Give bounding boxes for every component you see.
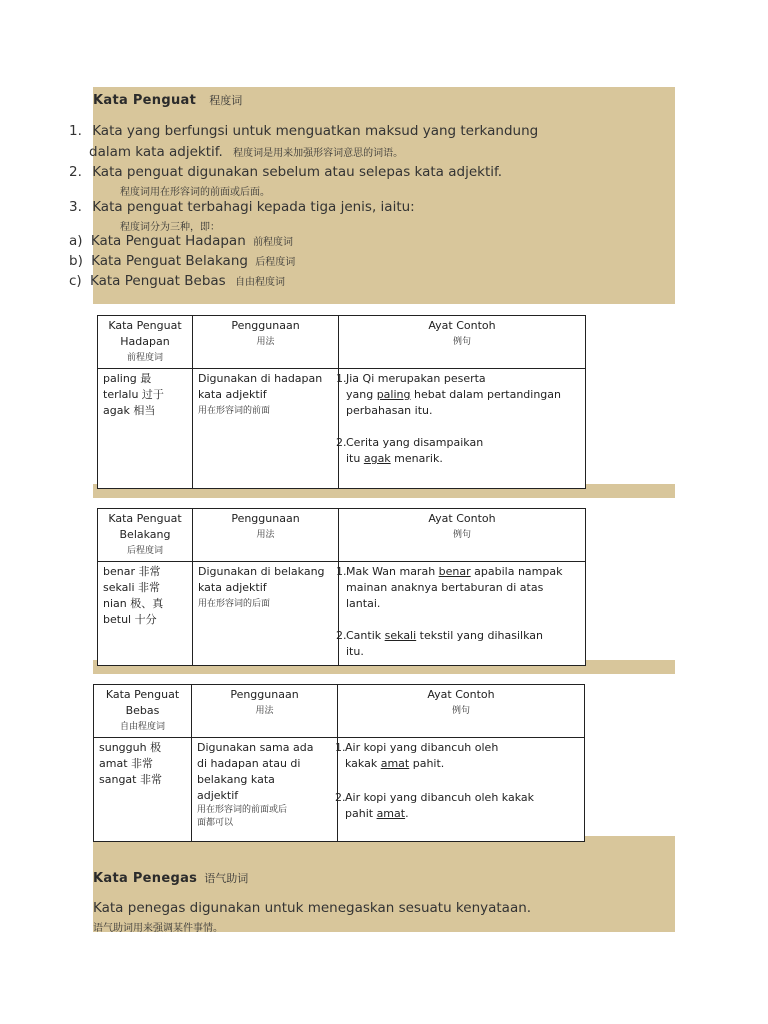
table-row	[94, 738, 585, 842]
underlined-word: sekali	[384, 629, 417, 642]
underlined-word: paling	[376, 388, 411, 401]
header-example: Ayat Contoh 例句	[338, 685, 585, 738]
use-cell: Digunakan di belakang kata adjektif 用在形容词的后面	[193, 562, 339, 666]
underlined-word: agak	[363, 452, 391, 465]
table-penguat-hadapan	[97, 315, 586, 489]
point-3-zh: 程度词分为三种，即：	[120, 222, 220, 233]
table-penguat-bebas	[93, 684, 585, 842]
section-title-zh: 语气助词	[204, 872, 249, 885]
underlined-word: amat	[376, 807, 406, 820]
point-1-continued: dalam kata adjektif. 程度词是用来加强形容词意思的词语。	[89, 144, 404, 160]
section-title-zh: 程度词	[209, 94, 243, 107]
header-type: Kata Penguat Belakang 后程度词	[98, 509, 193, 562]
point-1: 1. Kata yang berfungsi untuk menguatkan maksud yang terkandung	[69, 123, 539, 139]
header-type: Kata Penguat Bebas 自由程度词	[94, 685, 192, 738]
table-penguat-belakang	[97, 508, 586, 666]
type-c: c) Kata Penguat Bebas 自由程度词	[69, 273, 285, 289]
section-title-text: Kata Penegas	[93, 871, 198, 886]
header-use: Penggunaan 用法	[193, 509, 339, 562]
type-a: a) Kata Penguat Hadapan 前程度词	[69, 233, 294, 249]
header-example: Ayat Contoh 例句	[339, 509, 586, 562]
section-title-text: Kata Penguat	[93, 93, 197, 108]
table-header-row	[98, 316, 586, 369]
use-cell: Digunakan sama ada di hadapan atau di belakang kata adjektif 用在形容词的前面或后 面都可以	[192, 738, 338, 842]
type-b: b) Kata Penguat Belakang 后程度词	[69, 253, 296, 269]
table-row	[98, 369, 586, 489]
point-2: 2. Kata penguat digunakan sebelum atau selepas kata adjektif.	[69, 164, 503, 180]
underlined-word: amat	[380, 757, 410, 770]
penegas-description: Kata penegas digunakan untuk menegaskan sesuatu kenyataan.	[93, 900, 532, 916]
example-cell: 1.Mak Wan marah benar apabila nampak mainan anaknya bertaburan di atas lantai. 2.Cantik sekali tekstil yang dihasilkan itu.	[339, 562, 586, 666]
example-cell: 1.Air kopi yang dibancuh oleh kakak amat pahit. 2.Air kopi yang dibancuh oleh kakak pahit amat.	[338, 738, 585, 842]
underlined-word: benar	[438, 565, 471, 578]
words-cell: benar 非常 sekali 非常 nian 极、真 betul 十分	[98, 562, 193, 666]
example-cell: 1.Jia Qi merupakan peserta yang paling hebat dalam pertandingan perbahasan itu. 2.Cerita yang disampaikan itu agak menarik.	[339, 369, 586, 489]
section-title-penegas	[93, 867, 248, 886]
header-type: Kata Penguat Hadapan 前程度词	[98, 316, 193, 369]
header-use: Penggunaan 用法	[192, 685, 338, 738]
penegas-description-zh: 语气助词用来强调某件事情。	[93, 923, 223, 934]
point-2-zh: 程度词用在形容词的前面或后面。	[120, 187, 270, 198]
words-cell: sungguh 极 amat 非常 sangat 非常	[94, 738, 192, 842]
table-header-row	[98, 509, 586, 562]
table-header-row	[94, 685, 585, 738]
header-use: Penggunaan 用法	[193, 316, 339, 369]
use-cell: Digunakan di hadapan kata adjektif 用在形容词的前面	[193, 369, 339, 489]
header-example: Ayat Contoh 例句	[339, 316, 586, 369]
words-cell: paling 最 terlalu 过于 agak 相当	[98, 369, 193, 489]
point-3: 3. Kata penguat terbahagi kepada tiga jenis, iaitu:	[69, 199, 415, 215]
table-row	[98, 562, 586, 666]
section-title-penguat	[93, 89, 242, 108]
